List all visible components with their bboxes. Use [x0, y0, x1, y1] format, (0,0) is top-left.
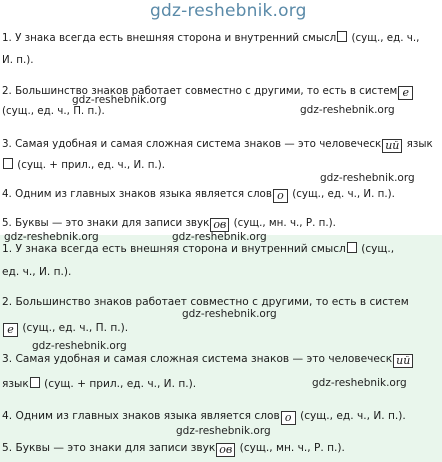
answer-box: о [273, 189, 288, 203]
answer-box: ов [216, 443, 235, 457]
answer-box [347, 242, 357, 253]
sentence-text: (сущ., [357, 243, 395, 255]
answer-box: е [3, 323, 18, 337]
answer-sentence-3-line-2 [2, 377, 196, 391]
sentence-text: (сущ. + прил., ед. ч., И. п.). [40, 378, 197, 390]
answer-sentence-2-line-2 [2, 322, 128, 337]
sentence-2-line-2: (сущ., ед. ч., П. п.). [2, 105, 105, 117]
answer-sentence-2-line-1: 2. Большинство знаков работает совместно с другими, то есть в систем [2, 296, 409, 308]
answer-box [337, 31, 347, 42]
sentence-text: язык [2, 378, 29, 390]
sentence-text: (сущ., ед. ч., И. п.). [296, 410, 406, 422]
sentence-3-line-2 [2, 158, 165, 172]
sentence-text: (сущ., ед. ч., И. п.). [288, 188, 395, 200]
answer-sentence-1-line-2: ед. ч., И. п.). [2, 266, 72, 278]
sentence-text: 5. Буквы — это знаки для записи звук [2, 217, 210, 229]
sentence-text: 5. Буквы — это знаки для записи звук [2, 442, 216, 454]
sentence-text: язык [403, 138, 433, 150]
watermark: gdz-reshebnik.org [176, 425, 271, 437]
sentence-text: (сущ., ед. ч., П. п.). [19, 322, 129, 334]
sentence-text: 1. У знака всегда есть внешняя сторона и внутренний смысл [2, 243, 346, 255]
sentence-text: 2. Большинство знаков работает совместно с другими, то есть в систем [2, 85, 398, 97]
sentence-text: 3. Самая удобная и самая сложная система знаков — это человечеcк [2, 353, 393, 365]
answer-sentence-4 [2, 410, 406, 425]
watermark: gdz-reshebnik.org [312, 377, 407, 389]
sentence-text: (сущ., мн. ч., Р. п.). [236, 442, 345, 454]
watermark: gdz-reshebnik.org [320, 172, 415, 184]
sentence-5 [2, 217, 336, 232]
sentence-text: 3. Самая удобная и самая сложная система знаков — это человечеcк [2, 138, 382, 150]
sentence-text: (сущ. + прил., ед. ч., И. п.). [14, 159, 165, 171]
sentence-3-line-1 [2, 138, 433, 153]
sentence-4 [2, 188, 395, 203]
answer-sentence-3-line-1 [2, 353, 414, 368]
watermark: gdz-reshebnik.org [172, 231, 267, 243]
sentence-1-line-1 [2, 31, 419, 45]
sentence-1-line-2: И. п.). [2, 54, 34, 66]
answer-box: ов [210, 218, 229, 232]
answer-sentence-1-line-1 [2, 242, 394, 256]
sentence-2-line-1 [2, 85, 414, 100]
answer-box [30, 377, 40, 388]
answer-box: ий [393, 354, 413, 368]
watermark: gdz-reshebnik.org [300, 104, 395, 116]
sentence-text: 4. Одним из главных знаков языка является слов [2, 188, 272, 200]
answer-box: о [281, 411, 296, 425]
watermark: gdz-reshebnik.org [32, 340, 127, 352]
watermark: gdz-reshebnik.org [72, 94, 167, 106]
answer-box: ий [382, 139, 402, 153]
sentence-text: (сущ., мн. ч., Р. п.). [230, 217, 336, 229]
watermark: gdz-reshebnik.org [182, 308, 277, 320]
watermark: gdz-reshebnik.org [4, 231, 99, 243]
sentence-text: 4. Одним из главных знаков языка является слов [2, 410, 280, 422]
answer-sentence-5 [2, 442, 345, 457]
answer-box [3, 158, 13, 169]
sentence-text: (сущ., ед. ч., [348, 32, 420, 44]
exercise-section-original [0, 24, 442, 235]
answer-box: е [398, 86, 413, 100]
watermark-top: gdz-reshebnik.org [150, 1, 307, 21]
sentence-text: 1. У знака всегда есть внешняя сторона и внутренний смысл [2, 32, 337, 44]
